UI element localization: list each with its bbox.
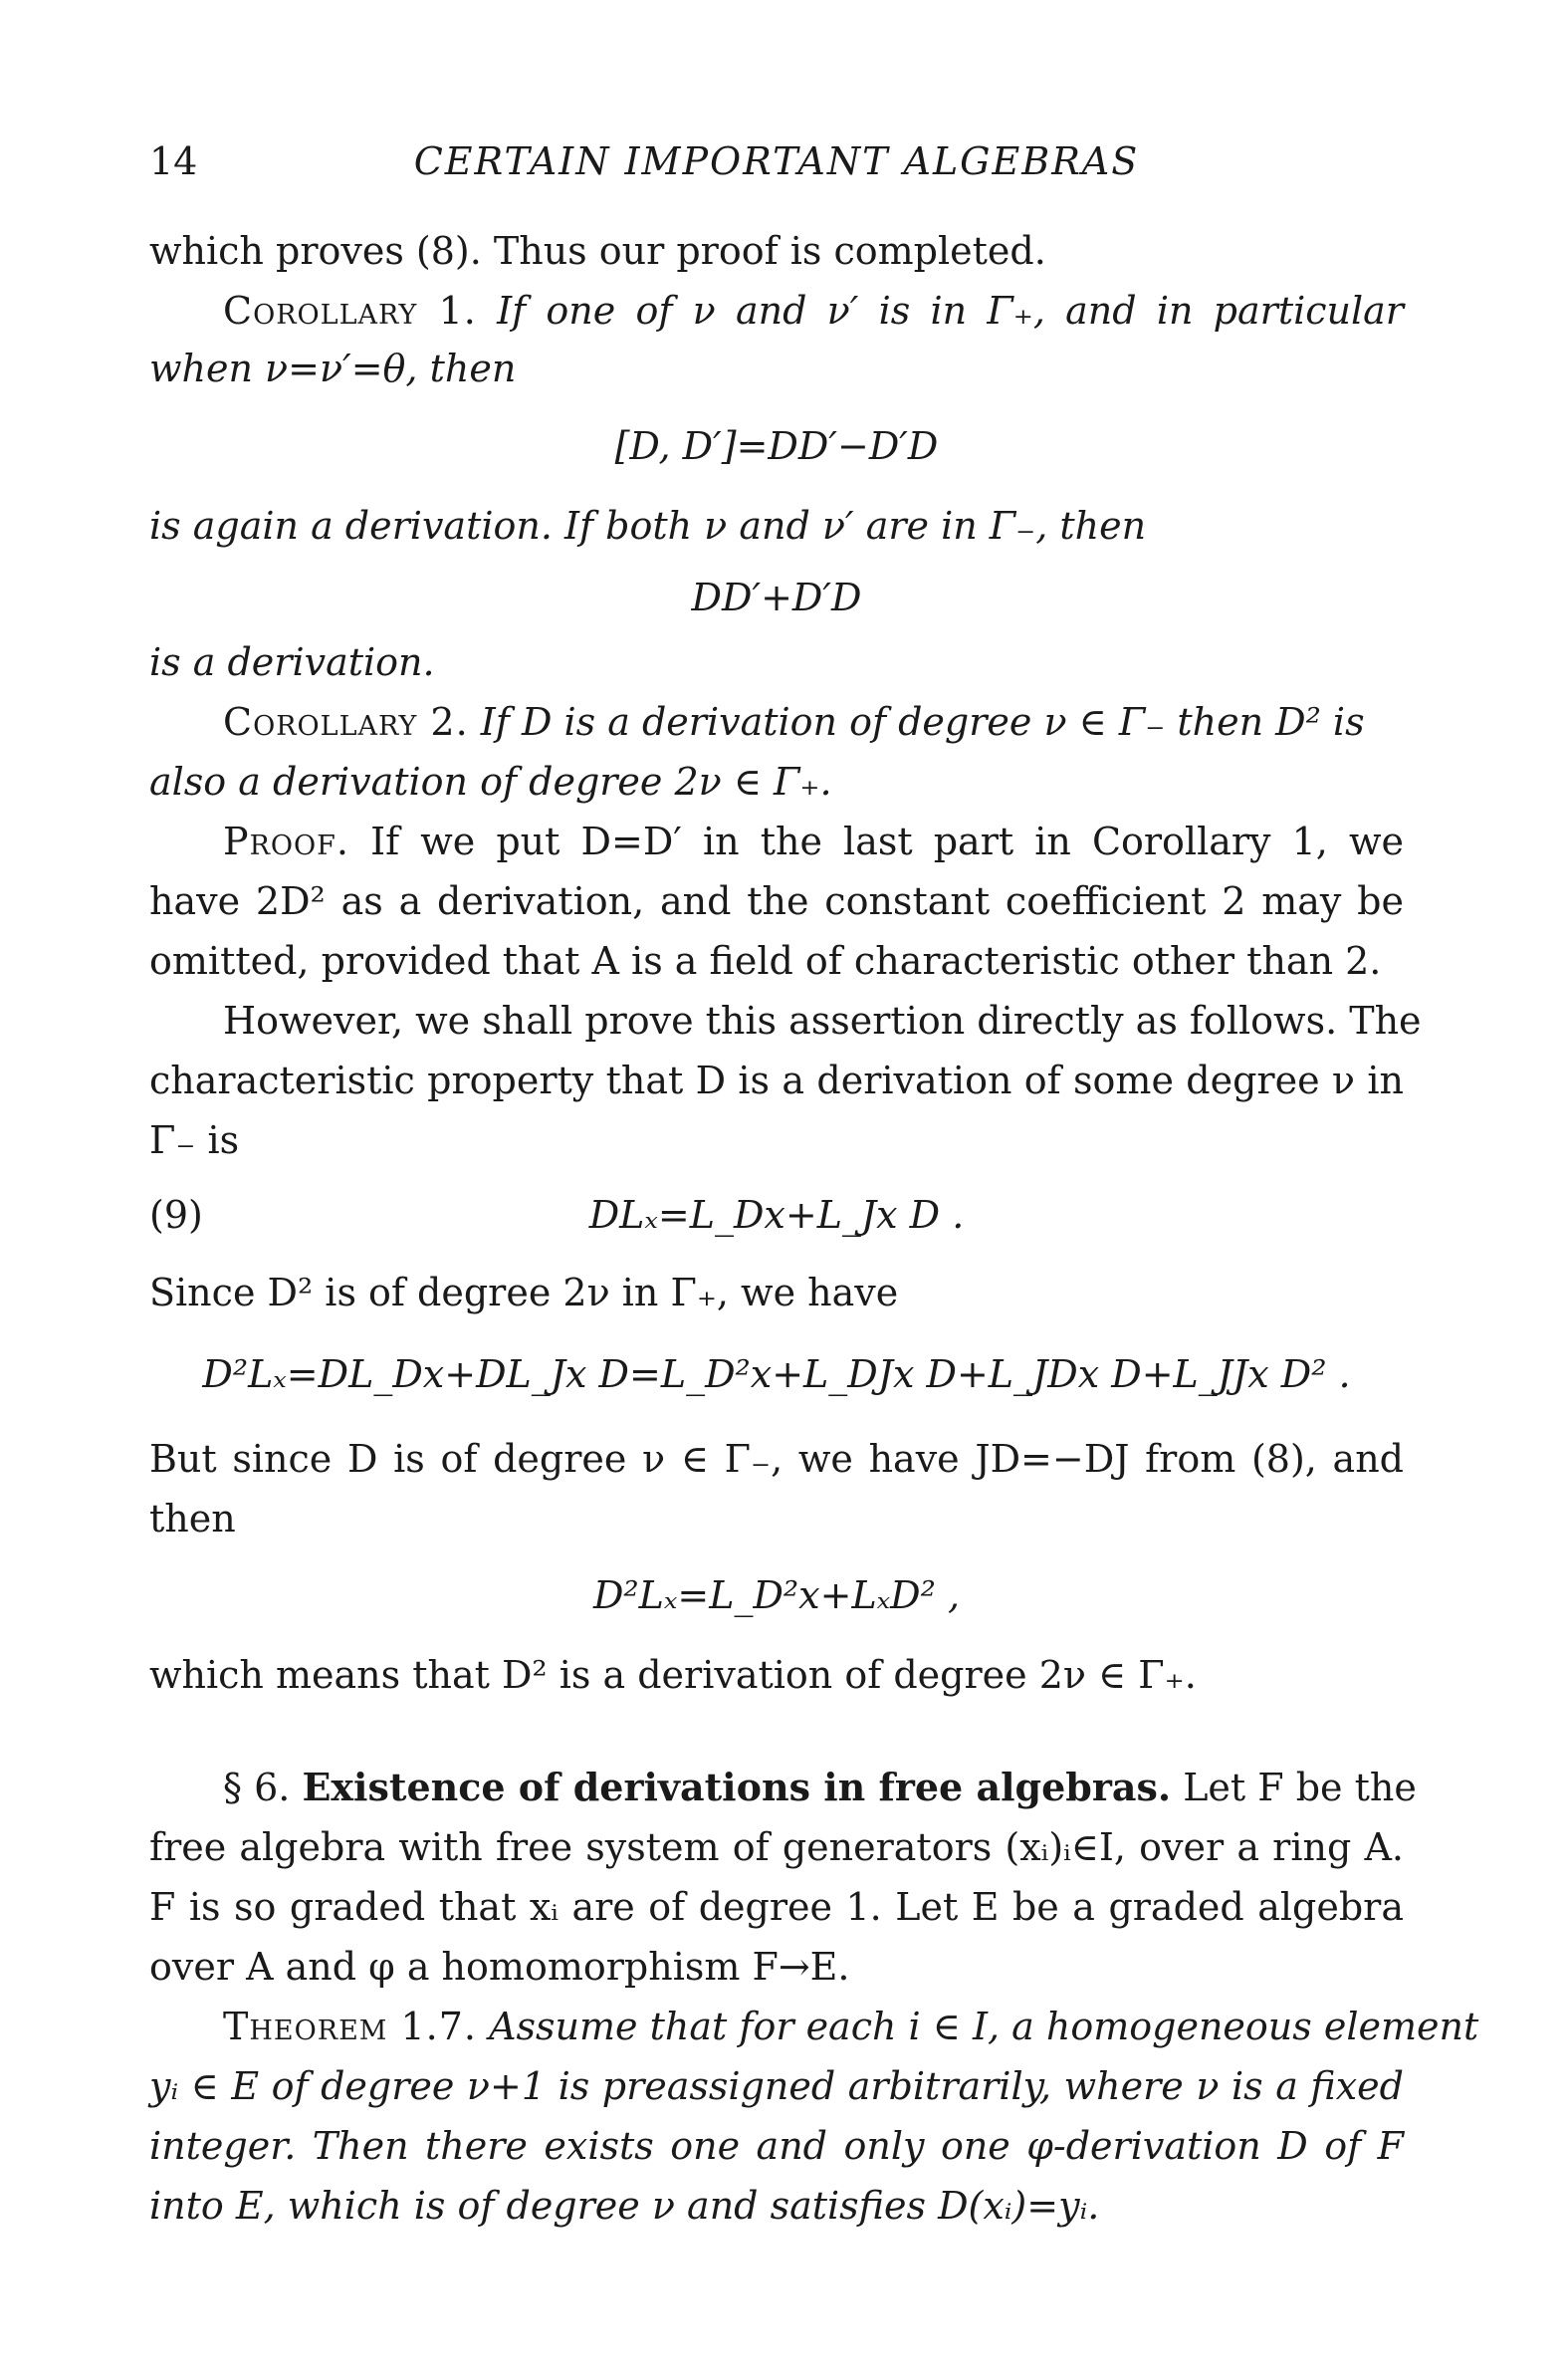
proof-label: Proof. bbox=[223, 820, 349, 863]
corollary-2-label: Corollary 2. bbox=[223, 700, 469, 744]
text-line: integer. Then there exists one and only one φ-derivation D of F bbox=[149, 2124, 1404, 2168]
theorem-1-7 bbox=[223, 1997, 1479, 2056]
text-line: when ν=ν′=θ, then bbox=[149, 347, 517, 390]
text-line: is a derivation. bbox=[149, 640, 435, 684]
section-title: Existence of derivations in free algebras. bbox=[302, 1765, 1172, 1809]
proof-text: If we put D=D′ in the last part in Corollary 1, we bbox=[370, 820, 1404, 863]
text-line: Γ₋ is bbox=[149, 1118, 240, 1162]
text-line: over A and φ a homomorphism F→E. bbox=[149, 1945, 850, 1989]
text-line: However, we shall prove this assertion directly as follows. The bbox=[223, 999, 1422, 1043]
text-line: which means that D² is a derivation of degree 2ν ∈ Γ₊. bbox=[149, 1653, 1197, 1697]
text-line: free algebra with free system of generators (xᵢ)ᵢ∈I, over a ring A. bbox=[149, 1825, 1404, 1869]
text-line: characteristic property that D is a derivation of some degree ν in bbox=[149, 1059, 1404, 1102]
section-number: § 6. bbox=[223, 1766, 291, 1809]
text-line: then bbox=[149, 1497, 236, 1541]
equation-final: D²Lₓ=L_D²x+LₓD² , bbox=[592, 1573, 961, 1617]
text-line: yᵢ ∈ E of degree ν+1 is preassigned arbitrarily, where ν is a fixed bbox=[149, 2064, 1404, 2108]
text-line: omitted, provided that A is a field of characteristic other than 2. bbox=[149, 939, 1382, 983]
section-text: Let F be the bbox=[1183, 1766, 1417, 1809]
text-line: Since D² is of degree 2ν in Γ₊, we have bbox=[149, 1271, 899, 1314]
corollary-2 bbox=[223, 692, 1404, 752]
equation-number: (9) bbox=[149, 1193, 203, 1237]
text-line: F is so graded that xᵢ are of degree 1. Let E be a graded algebra bbox=[149, 1885, 1404, 1929]
equation-commutator: [D, D′]=DD′−D′D bbox=[614, 424, 939, 468]
section-6-heading bbox=[223, 1758, 1417, 1817]
corollary-1-label: Corollary 1. bbox=[223, 289, 477, 333]
text-line: which proves (8). Thus our proof is completed. bbox=[149, 229, 1046, 273]
text-line: also a derivation of degree 2ν ∈ Γ₊. bbox=[149, 760, 832, 804]
theorem-label: Theorem 1.7. bbox=[223, 2005, 478, 2048]
equation-anticommutator: DD′+D′D bbox=[691, 576, 862, 619]
running-title: CERTAIN IMPORTANT ALGEBRAS bbox=[413, 139, 1140, 183]
text-line: have 2D² as a derivation, and the constant coefficient 2 may be bbox=[149, 879, 1404, 923]
text-line: But since D is of degree ν ∈ Γ₋, we have JD=−DJ from (8), and bbox=[149, 1437, 1404, 1481]
equation-9: DLₓ=L_Dx+L_Jx D . bbox=[588, 1193, 965, 1237]
text-line: is again a derivation. If both ν and ν′ are in Γ₋, then bbox=[149, 504, 1147, 548]
corollary-1-text: If one of ν and ν′ is in Γ₊, and in particular bbox=[497, 289, 1404, 333]
text-line: into E, which is of degree ν and satisfies D(xᵢ)=yᵢ. bbox=[149, 2184, 1100, 2228]
page-number: 14 bbox=[149, 139, 198, 183]
theorem-text: Assume that for each i ∈ I, a homogeneous element bbox=[489, 2005, 1479, 2048]
corollary-1 bbox=[223, 281, 1404, 341]
proof bbox=[223, 812, 1404, 871]
corollary-2-text: If D is a derivation of degree ν ∈ Γ₋ then D² is bbox=[480, 700, 1365, 744]
equation-long: D²Lₓ=DL_Dx+DL_Jx D=L_D²x+L_DJx D+L_JDx D+L_JJx D² . bbox=[202, 1352, 1351, 1396]
